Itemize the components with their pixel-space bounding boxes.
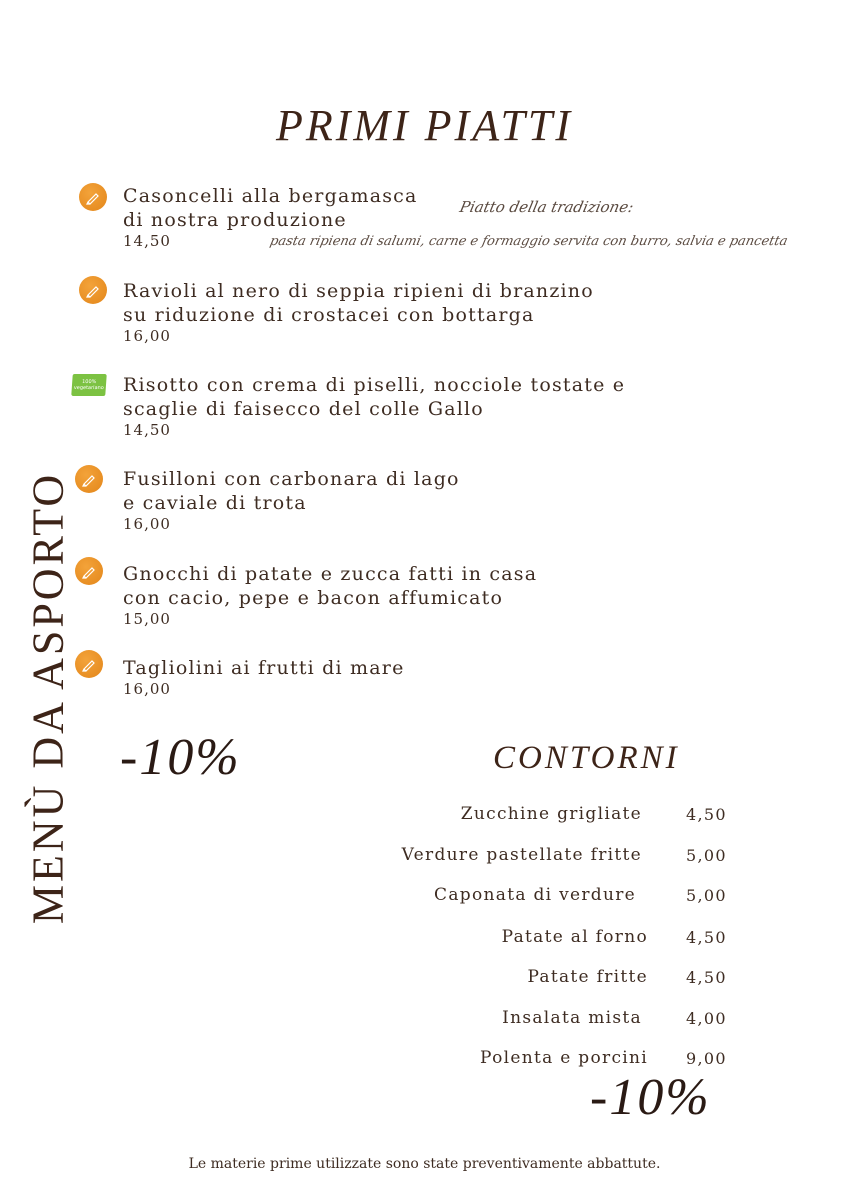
dish-item bbox=[123, 562, 537, 629]
vegetarian-label-icon bbox=[71, 374, 107, 396]
dish-name: Tagliolini ai frutti di mare bbox=[123, 657, 405, 679]
side-dish-name: Patate al forno bbox=[501, 927, 648, 947]
dish-name: Ravioli al nero di seppia ripieni di branzino bbox=[123, 280, 594, 302]
side-dish-name: Patate fritte bbox=[527, 967, 648, 987]
dish-item bbox=[123, 373, 625, 440]
dish-item bbox=[123, 656, 405, 699]
cooking-pencil-icon bbox=[79, 276, 107, 304]
discount-label: -10% bbox=[120, 729, 241, 786]
side-dish-price: 4,50 bbox=[686, 928, 727, 947]
dish-description: e caviale di trota bbox=[123, 492, 307, 514]
side-dish-price: 4,50 bbox=[686, 968, 727, 987]
side-dish-price: 4,50 bbox=[686, 805, 727, 824]
side-dish-price: 9,00 bbox=[686, 1049, 727, 1068]
dish-price: 14,50 bbox=[123, 232, 171, 250]
cooking-pencil-icon bbox=[75, 465, 103, 493]
dish-item bbox=[123, 279, 594, 346]
contorni-discount-label: -10% bbox=[590, 1069, 711, 1126]
dish-description: su riduzione di crostacei con bottarga bbox=[123, 304, 535, 326]
dish-description: scaglie di faisecco del colle Gallo bbox=[123, 398, 484, 420]
dish-description: con cacio, pepe e bacon affumicato bbox=[123, 587, 504, 609]
side-dish-name: Verdure pastellate fritte bbox=[401, 845, 642, 865]
side-dish-name: Insalata mista bbox=[502, 1008, 642, 1028]
tradition-note-heading: Piatto della tradizione: bbox=[458, 198, 636, 216]
side-title: MENÙ DA ASPORTO bbox=[23, 471, 73, 925]
dish-name: Risotto con crema di piselli, nocciole tostate e bbox=[123, 374, 626, 396]
side-dish-name: Polenta e porcini bbox=[480, 1048, 648, 1068]
contorni-title: CONTORNI bbox=[493, 740, 680, 776]
footer-note: Le materie prime utilizzate sono state preventivamente abbattute. bbox=[188, 1156, 661, 1172]
dish-price: 16,00 bbox=[123, 515, 171, 533]
side-dish-name: Zucchine grigliate bbox=[460, 804, 642, 824]
page-title: PRIMI PIATTI bbox=[275, 101, 574, 150]
cooking-pencil-icon bbox=[75, 557, 103, 585]
cooking-pencil-icon bbox=[79, 183, 107, 211]
dish-name: Fusilloni con carbonara di lago bbox=[123, 468, 460, 490]
dish-name: Casoncelli alla bergamasca bbox=[123, 185, 418, 207]
dish-description: di nostra produzione bbox=[123, 209, 347, 231]
dish-price: 14,50 bbox=[123, 421, 171, 439]
dish-price: 16,00 bbox=[123, 680, 171, 698]
dish-price: 15,00 bbox=[123, 610, 171, 628]
side-dish-price: 5,00 bbox=[686, 846, 727, 865]
veg-badge-text: 100% vegetariano bbox=[73, 379, 105, 391]
dish-price: 16,00 bbox=[123, 327, 171, 345]
cooking-pencil-icon bbox=[75, 650, 103, 678]
dish-name: Gnocchi di patate e zucca fatti in casa bbox=[123, 563, 538, 585]
dish-item bbox=[123, 467, 460, 534]
side-dish-name: Caponata di verdure bbox=[434, 885, 636, 905]
side-dish-price: 4,00 bbox=[686, 1009, 727, 1028]
side-dish-price: 5,00 bbox=[686, 886, 727, 905]
tradition-note-text: pasta ripiena di salumi, carne e formaggio servita con burro, salvia e pancetta bbox=[268, 234, 789, 249]
